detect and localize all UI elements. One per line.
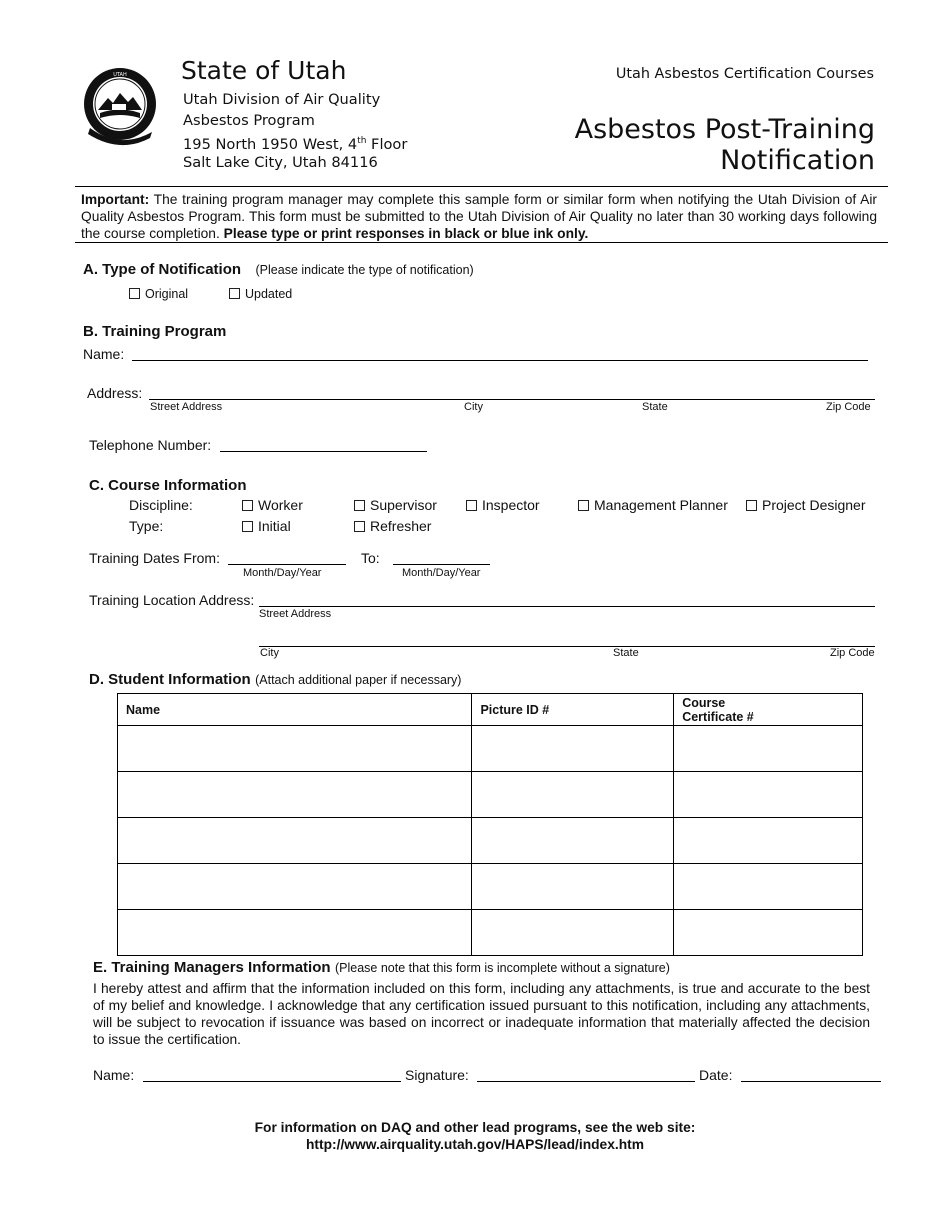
checkbox-icon[interactable] <box>466 500 477 511</box>
checkbox-icon[interactable] <box>354 521 365 532</box>
city-caption: City <box>464 401 483 413</box>
location-zip-caption: Zip Code <box>830 647 875 659</box>
discipline-supervisor[interactable]: Supervisor <box>354 497 437 513</box>
date-from-field[interactable] <box>228 564 346 565</box>
footer-info: For information on DAQ and other lead programs, see the web site: <box>254 1120 696 1135</box>
picture-id-cell[interactable] <box>472 864 674 910</box>
location-street-caption: Street Address <box>259 608 332 620</box>
location-label: Training Location Address: <box>89 592 255 608</box>
footer-url[interactable]: http://www.airquality.utah.gov/HAPS/lead/index.htm <box>305 1137 645 1152</box>
date-label: Date: <box>699 1067 733 1083</box>
dates-from-label: Training Dates From: <box>89 550 220 566</box>
utah-deq-seal-logo <box>82 66 158 146</box>
city-address: Salt Lake City, Utah 84116 <box>183 154 378 171</box>
signature-label: Signature: <box>405 1067 469 1083</box>
table-row <box>118 772 863 818</box>
divider-bottom <box>75 242 888 243</box>
checkbox-icon[interactable] <box>229 288 240 299</box>
program-name: Asbestos Program <box>183 112 315 129</box>
important-notice: Important: The training program manager may complete this sample form or similar form when notifying the Utah Division of Air Quality Asbestos Program. This form must be submitted to the Utah Division of Air Quality no later than 30 working days following the course completion. Please type or print responses in black or blue ink only. <box>81 192 877 241</box>
student-table <box>117 693 863 956</box>
col-course-certificate: Course Certificate # <box>674 694 863 726</box>
col-picture-id: Picture ID # <box>472 694 674 726</box>
address-field[interactable] <box>149 399 875 400</box>
picture-id-cell[interactable] <box>472 910 674 956</box>
checkbox-icon[interactable] <box>746 500 757 511</box>
section-c-heading: C. Course Information <box>89 477 247 494</box>
table-row <box>118 864 863 910</box>
type-initial[interactable]: Initial <box>242 518 291 534</box>
location-street-field[interactable] <box>259 606 875 607</box>
discipline-inspector[interactable]: Inspector <box>466 497 540 513</box>
date-from-format: Month/Day/Year <box>243 567 322 579</box>
checkbox-icon[interactable] <box>242 521 253 532</box>
section-b-heading: B. Training Program <box>83 323 227 340</box>
courses-heading: Utah Asbestos Certification Courses <box>615 66 874 82</box>
location-state-caption: State <box>613 647 639 659</box>
manager-name-field[interactable] <box>143 1081 401 1082</box>
telephone-label: Telephone Number: <box>89 437 212 453</box>
student-table-header <box>118 694 863 726</box>
student-name-cell[interactable] <box>118 772 472 818</box>
program-name-label: Name: <box>83 346 125 362</box>
date-field[interactable] <box>741 1081 881 1082</box>
type-label: Type: <box>129 518 164 534</box>
section-e-heading: E. Training Managers Information (Please note that this form is incomplete without a signature) <box>93 959 670 976</box>
certificate-cell[interactable] <box>674 864 863 910</box>
student-name-cell[interactable] <box>118 864 472 910</box>
certificate-cell[interactable] <box>674 772 863 818</box>
manager-name-label: Name: <box>93 1067 135 1083</box>
picture-id-cell[interactable] <box>472 818 674 864</box>
dates-to-label: To: <box>361 550 380 566</box>
type-refresher[interactable]: Refresher <box>354 518 431 534</box>
option-updated[interactable]: Updated <box>229 287 292 301</box>
discipline-worker[interactable]: Worker <box>242 497 303 513</box>
division-name: Utah Division of Air Quality <box>183 91 381 108</box>
checkbox-icon[interactable] <box>354 500 365 511</box>
table-row <box>118 818 863 864</box>
divider-top <box>75 186 888 187</box>
location-city-field[interactable] <box>259 646 875 647</box>
checkbox-icon[interactable] <box>242 500 253 511</box>
telephone-field[interactable] <box>220 451 427 452</box>
attestation-text: I hereby attest and affirm that the information included on this form, including any attachments, is true and accurate to the best of my belief and knowledge. I acknowledge that any certification issued pursuant to this notification, including any attachments, will be subject to revocation if issuance was based on incorrect or inadequate information that materially affected the decision to issue the certification. <box>93 981 870 1047</box>
street-address: 195 North 1950 West, 4th Floor <box>183 135 408 153</box>
date-to-field[interactable] <box>393 564 490 565</box>
checkbox-icon[interactable] <box>129 288 140 299</box>
option-original[interactable]: Original <box>129 287 188 301</box>
checkbox-icon[interactable] <box>578 500 589 511</box>
certificate-cell[interactable] <box>674 726 863 772</box>
certificate-cell[interactable] <box>674 818 863 864</box>
state-caption: State <box>642 401 668 413</box>
discipline-project-designer[interactable]: Project Designer <box>746 497 866 513</box>
page-title: Asbestos Post-Training Notification <box>574 114 875 176</box>
program-name-field[interactable] <box>132 360 868 361</box>
picture-id-cell[interactable] <box>472 772 674 818</box>
col-name: Name <box>118 694 472 726</box>
svg-text:UTAH: UTAH <box>113 72 127 78</box>
certificate-cell[interactable] <box>674 910 863 956</box>
student-name-cell[interactable] <box>118 910 472 956</box>
zip-code-caption: Zip Code <box>826 401 871 413</box>
section-a-heading: A. Type of Notification (Please indicate the type of notification) <box>83 261 474 278</box>
discipline-label: Discipline: <box>129 497 193 513</box>
table-row <box>118 910 863 956</box>
date-to-format: Month/Day/Year <box>402 567 481 579</box>
address-label: Address: <box>87 385 143 401</box>
table-row <box>118 726 863 772</box>
picture-id-cell[interactable] <box>472 726 674 772</box>
section-d-heading: D. Student Information (Attach additional paper if necessary) <box>89 671 462 688</box>
location-city-caption: City <box>260 647 279 659</box>
signature-field[interactable] <box>477 1081 695 1082</box>
student-name-cell[interactable] <box>118 818 472 864</box>
discipline-management-planner[interactable]: Management Planner <box>578 497 728 513</box>
street-address-caption: Street Address <box>150 401 223 413</box>
state-name: State of Utah <box>181 56 347 85</box>
student-name-cell[interactable] <box>118 726 472 772</box>
